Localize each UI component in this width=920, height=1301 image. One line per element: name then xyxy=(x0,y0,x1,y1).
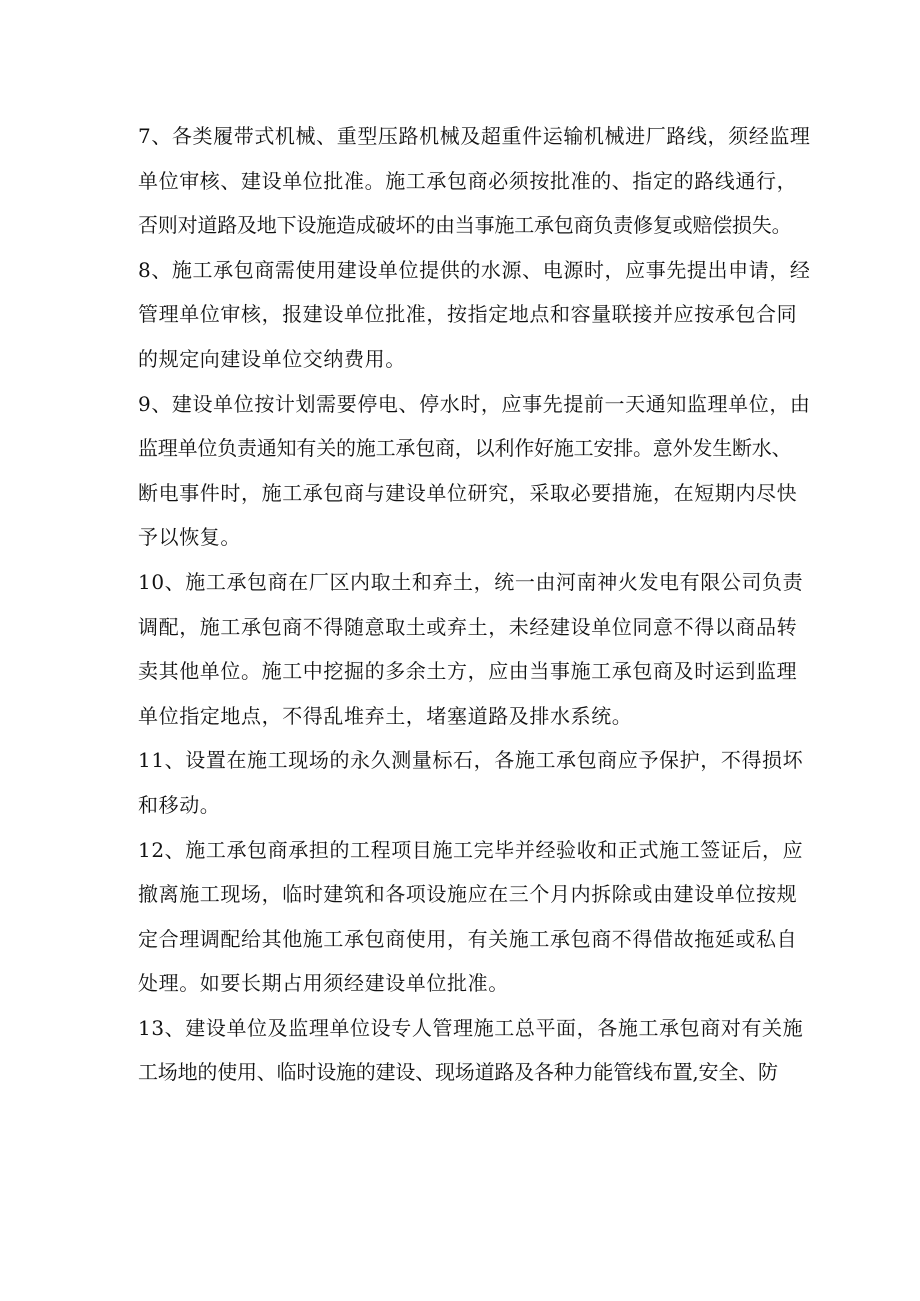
paragraph-8-line-3: 的规定向建设单位交纳费用。 xyxy=(138,346,406,371)
paragraph-9-line-3: 断电事件时，施工承包商与建设单位研究，采取必要措施，在短期内尽快 xyxy=(138,480,798,505)
paragraph-7-line-3: 否则对道路及地下设施造成破坏的由当事施工承包商负责修复或赔偿损失。 xyxy=(138,213,792,238)
paragraph-9-line-2: 监理单位负责通知有关的施工承包商，以利作好施工安排。意外发生断水、 xyxy=(138,436,792,461)
document-body xyxy=(138,114,811,1095)
paragraph-12-line-4: 处理。如要长期占用须经建设单位批准。 xyxy=(138,971,509,996)
paragraph-9-line-1: 9、建设单位按计划需要停电、停水时，应事先提前一天通知监理单位，由 xyxy=(138,391,811,416)
paragraph-8-line-1: 8、施工承包商需使用建设单位提供的水源、电源时，应事先提出申请，经 xyxy=(138,257,811,282)
paragraph-9-line-4: 予以恢复。 xyxy=(138,525,241,550)
paragraph-7-line-1: 7、各类履带式机械、重型压路机械及超重件运输机械进厂路线，须经监理 xyxy=(138,124,811,148)
paragraph-7-line-2: 单位审核、建设单位批准。施工承包商必须按批准的、指定的路线通行， xyxy=(138,168,798,193)
paragraph-10-line-1: 10、施工承包商在厂区内取土和弃土，统一由河南神火发电有限公司负责 xyxy=(138,569,804,594)
paragraph-10-line-2: 调配，施工承包商不得随意取土或弃土，未经建设单位同意不得以商品转 xyxy=(138,614,798,639)
paragraph-10-line-3: 卖其他单位。施工中挖掘的多余土方，应由当事施工承包商及时运到监理 xyxy=(138,659,798,684)
paragraph-13-line-2: 工场地的使用、临时设施的建设、现场道路及各种力能管线布置,安全、防 xyxy=(138,1060,778,1085)
paragraph-13-line-1: 13、建设单位及监理单位设专人管理施工总平面，各施工承包商对有关施 xyxy=(138,1015,804,1040)
paragraph-8-line-2: 管理单位审核，报建设单位批准，按指定地点和容量联接并应按承包合同 xyxy=(138,302,798,327)
paragraph-10-line-4: 单位指定地点，不得乱堆弃土，堵塞道路及排水系统。 xyxy=(138,703,633,728)
paragraph-12-line-2: 撤离施工现场，临时建筑和各项设施应在三个月内拆除或由建设单位按规 xyxy=(138,882,798,907)
paragraph-12-line-1: 12、施工承包商承担的工程项目施工完毕并经验收和正式施工签证后，应 xyxy=(138,837,804,862)
paragraph-11-line-1: 11、设置在施工现场的永久测量标石，各施工承包商应予保护，不得损坏 xyxy=(138,748,804,773)
paragraph-11-line-2: 和移动。 xyxy=(138,792,221,817)
paragraph-12-line-3: 定合理调配给其他施工承包商使用，有关施工承包商不得借故拖延或私自 xyxy=(138,926,798,951)
